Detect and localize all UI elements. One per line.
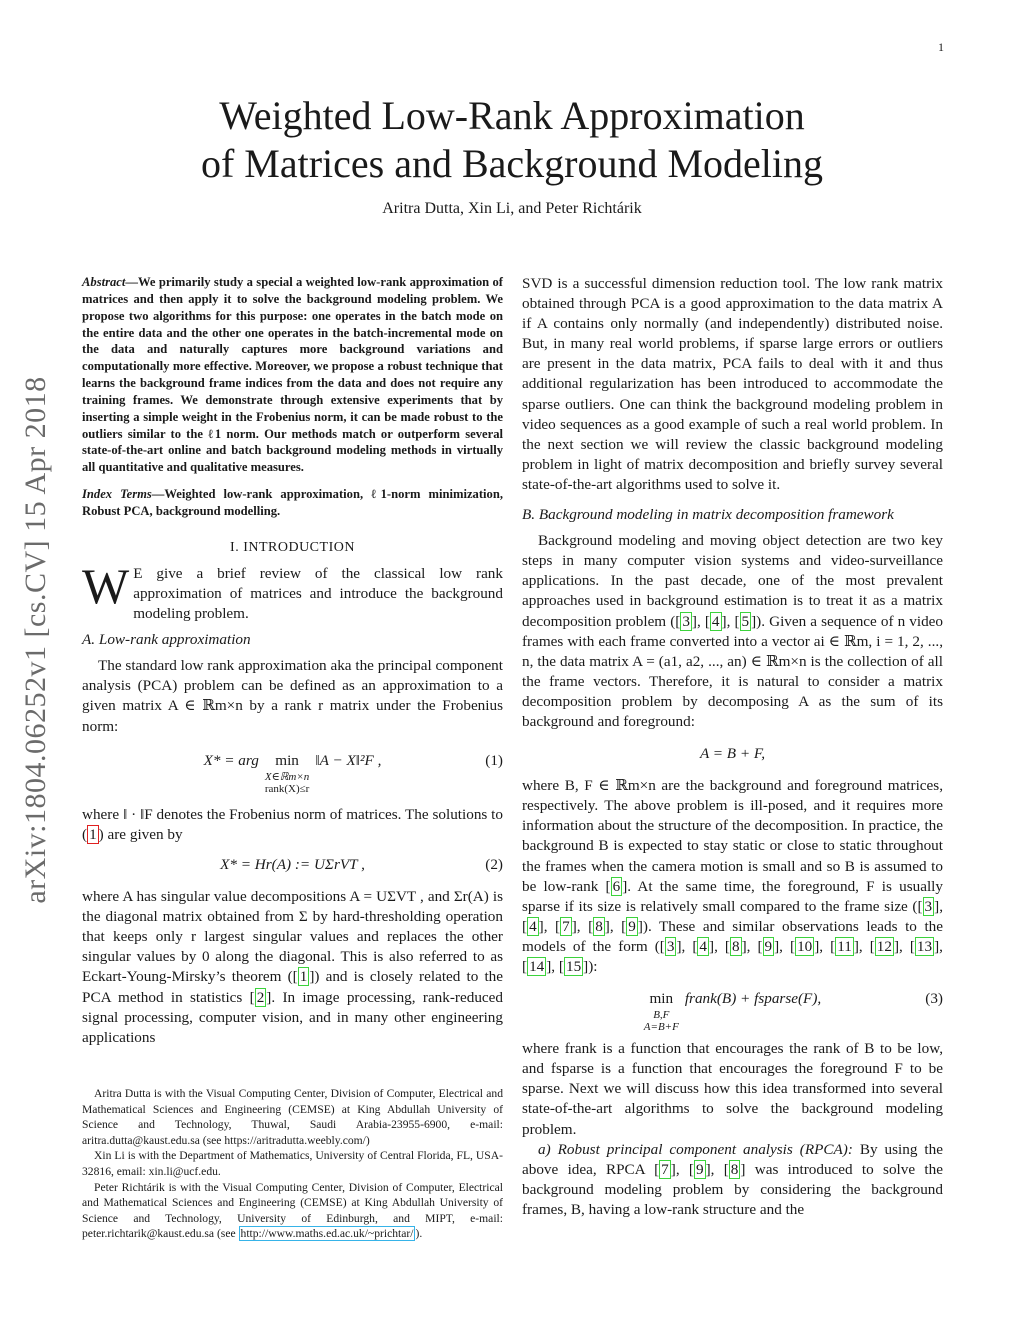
paragraph-a3-mid: ]) and is closely related to the PCA method in statistics [: [82, 968, 504, 1006]
citation-11[interactable]: 11: [837, 937, 852, 955]
eq3-number: (3): [925, 990, 943, 1008]
paragraph-a3: [82, 887, 503, 1048]
arxiv-watermark: [12, 330, 60, 950]
page-number: 1: [938, 40, 944, 54]
footnote-dutta: Aritra Dutta is with the Visual Computing Center, Division of Computer, Electrical and Mathematical Sciences and Engineering (CEMSE) at King Abdullah University of Science and Technology, Thuwal, Saudi Arabia-23955-6900, e-mail: aritra.dutta@kaust.edu.sa (see https://aritradutta.weebly.com/): [82, 1087, 503, 1147]
paragraph-a2-pre: where ‖ · ‖F denotes the Frobenius norm of matrices. The solutions to (: [82, 805, 503, 843]
abstract: [82, 274, 503, 476]
citation-8[interactable]: 8: [595, 917, 603, 935]
citation-9[interactable]: 9: [628, 917, 636, 935]
equation-2: [82, 855, 503, 875]
paragraph-a3-post: ]. In image processing, rank-reduced signal processing, computer vision, and in many other engineering applications: [82, 988, 503, 1046]
paragraph-a3-pre: where A has singular value decompositions A = UΣVT , and Σr(A) is the diagonal matrix obtained from Σ by hard-thresholding operation that keeps only r largest singular values and replaces the other singular values by 0 along the diagonal. This is also referred to as Eckart-Young-Mirsky’s theorem ([: [82, 888, 503, 986]
homepage-link[interactable]: http://www.maths.ed.ac.uk/~prichtar/: [240, 1227, 414, 1241]
eq3-under2: A=B+F: [643, 1021, 679, 1034]
citation-2[interactable]: 2: [256, 988, 265, 1006]
citation-10[interactable]: 10: [797, 937, 813, 955]
section-heading-introduction: I. INTRODUCTION: [230, 539, 355, 555]
footnote-li: Xin Li is with the Department of Mathematics, University of Central Florida, FL, USA-32816, email: xin.li@ucf.edu.: [82, 1149, 503, 1178]
subsection-heading-b: B. Background modeling in matrix decomposition framework: [522, 506, 894, 524]
paragraph-a2: [82, 805, 503, 845]
eq1-number: (1): [485, 751, 503, 769]
paragraph-b4: a) Robust principal component analysis (RPCA): By using the above idea, RPCA [ 7 ], [ 9 ], [ 8 ] was introduced to solve the background modeling problem by considering the background frames, B, having a low-rank structure and the: [522, 1140, 943, 1218]
paragraph-b4-post: ] was introduced to solve the background modeling problem by considering the background frames, B, having a low-rank structure and the: [522, 1160, 943, 1218]
eq1-lhs: X* = arg: [203, 751, 259, 769]
index-terms-text: —Weighted low-rank approximation, ℓ1-norm minimization, Robust PCA, background modelling.: [82, 487, 503, 518]
citation-8b[interactable]: 8: [731, 937, 740, 955]
citation-9c[interactable]: 9: [695, 1160, 704, 1178]
eq-af-body: A = B + F,: [699, 745, 766, 763]
paragraph-b1-pre: Background modeling and moving object detection are two key steps in many computer vision systems and video-surveillance applications. In the past decade, one of the most prevalent approaches used in background estimation is to treat it as a matrix decomposition problem ([: [522, 532, 943, 630]
intro-text: E give a brief review of the classical low rank approximation of matrices and introduce the background modeling problem.: [133, 564, 503, 623]
equation-3: [522, 989, 943, 1033]
rpca-heading: a) Robust principal component analysis (RPCA):: [538, 1140, 853, 1158]
eq1-min-block: [265, 751, 310, 795]
authors: Aritra Dutta, Xin Li, and Peter Richtárik: [382, 200, 642, 217]
abstract-lead: Abstract: [82, 275, 126, 289]
left-column: [82, 274, 503, 1048]
eq1-min: min: [275, 751, 299, 769]
equation-af: [522, 744, 943, 764]
eq3-body: frank(B) + fsparse(F),: [684, 990, 822, 1008]
citation-13[interactable]: 13: [916, 937, 933, 955]
paragraph-b2-mid2: ]). These and similar observations leads to the models of the form ([: [522, 917, 944, 955]
citation-7b[interactable]: 7: [661, 1160, 669, 1178]
eq3-min-block: [644, 989, 679, 1033]
citation-4b[interactable]: 4: [529, 917, 537, 935]
citation-7[interactable]: 7: [562, 917, 570, 935]
paragraph-b1-post: ]). Given a sequence of n video frames with each frame converted into a vector ai ∈ ℝm, i = 1, 2, ..., n, the data matrix A = (a1, a2, ..., an) ∈ ℝm×n is the collection of all the frame vectors. Therefore, it is natural to consider a matrix decomposition problem by decomposing A as the sum of its background and foreground:: [522, 612, 943, 730]
eq2-number: (2): [485, 855, 503, 873]
citation-1[interactable]: 1: [299, 968, 308, 986]
paragraph-b3: where frank is a function that encourages the rank of B to be low, and fsparse is a function that encourages the foreground F to be sparse. Next we will discuss how this idea transformed into several state-of-the-art algorithms to solve the background modeling problem.: [522, 1040, 943, 1138]
citation-8c[interactable]: 8: [730, 1160, 739, 1178]
paragraph-b2-post: ]):: [583, 958, 598, 975]
paragraph-b2-pre: where B, F ∈ ℝm×n are the background and foreground matrices, respectively. The above problem is ill-posed, and it requires more information about the structure of the decomposition. In practice, the background B is expected to stay static or close to static throughout the frames when the camera motion is small and so B is assumed to be low-rank [: [522, 777, 943, 895]
eq2-body: X* = Hr(A) := UΣrVT ,: [220, 855, 365, 873]
paragraph-a1: The standard low rank approximation aka the principal component analysis (PCA) problem can be defined as an approximation to a given matrix A ∈ ℝm×n by a rank r matrix under the Frobenius norm:: [82, 657, 503, 735]
paragraph-b4-pre: By using the above idea, RPCA [: [522, 1140, 943, 1178]
paragraph-b2: where B, F ∈ ℝm×n are the background and foreground matrices, respectively. The above problem is ill-posed, and it requires more information about the structure of the decomposition. In practice, the background B is expected to stay static or close to static throughout the frames when the camera motion is small and so B is assumed to be low-rank [ 6 ]. At the same time, the foreground, F is usually sparse if its size is relatively small compared to the frame size ([ 3 ], [ 4 ], [ 7 ], [ 8 ], [ 9 ]). These and similar observations leads to the models of the form ([ 3 ], [ 4 ], [ 8 ], [ 9 ], [ 10 ], [ 11 ], [ 12 ], [ 13 ], [ 14 ], [ 15 ]):: [522, 777, 944, 975]
paragraph-b1: Background modeling and moving object detection are two key steps in many computer vision systems and video-surveillance applications. In the past decade, one of the most prevalent approaches used in background estimation is to treat it as a matrix decomposition problem ([ 3 ], [ 4 ], [ 5 ]). Given a sequence of n video frames with each frame converted into a vector ai ∈ ℝm, i = 1, 2, ..., n, the data matrix A = (a1, a2, ..., an) ∈ ℝm×n is the collection of all the frame vectors. Therefore, it is natural to consider a matrix decomposition problem by decomposing A as the sum of its background and foreground:: [522, 532, 943, 730]
footnote-richtarik-pre: Peter Richtárik is with the Visual Computing Center, Division of Computer, Electrical and Mathematical Sciences and Engineering (CEMSE) at King Abdullah University of Science and Technology, University of Edinburgh, and MIPT, e-mail: peter.richtarik@kaust.edu.sa (see: [82, 1180, 503, 1241]
citation-9b[interactable]: 9: [764, 937, 773, 955]
eq1-under1: X∈ℝm×n: [264, 770, 310, 783]
index-terms-lead: Index Terms: [82, 487, 152, 502]
paper-title-line1: Weighted Low-Rank Approximation: [219, 93, 805, 138]
dropcap: W: [82, 557, 130, 614]
citation-6[interactable]: 6: [612, 877, 621, 895]
citation-12[interactable]: 12: [876, 937, 892, 955]
equation-1: [82, 751, 503, 795]
citation-4[interactable]: 4: [711, 612, 720, 630]
footnote-richtarik-post: ).: [415, 1227, 423, 1241]
paragraph-r1: SVD is a successful dimension reduction tool. The low rank matrix obtained through PCA is a good approximation to the data matrix A if A contains only normally (and independently) distributed noise. But, in many real world problems, if sparse large errors or outliers are present in the data matrix, PCA fails to deal with it and thus additional regularization has been introduced to accommodate the sparse outliers. One can think the background modeling problem in video sequences as a good example of such a real world problem. In the next section we will review the classic background modeling problem in light of matrix decomposition and briefly survey several state-of-the-art algorithms used to solve it.: [522, 275, 943, 493]
right-column: [522, 274, 943, 1220]
eq3-under1: B,F: [653, 1009, 670, 1022]
citation-5[interactable]: 5: [741, 612, 750, 630]
citation-3c[interactable]: 3: [666, 937, 675, 955]
subsection-heading-a: A. Low-rank approximation: [82, 631, 251, 649]
footnote-richtarik: [82, 1180, 503, 1242]
equation-ref-1[interactable]: 1: [89, 825, 97, 843]
citation-14[interactable]: 14: [529, 958, 545, 975]
arxiv-id: arXiv:1804.06252v1 [cs.CV] 15 Apr 2018: [19, 376, 52, 904]
abstract-text: —We primarily study a special a weighted low-rank approximation of matrices and then apply it to solve the background modeling problem. We propose two algorithms for this purpose: one operates in the batch mode on the entire data and the other one operates in the batch-incremental mode on the data and naturally captures more background variations and computationally more effective. Moreover, we propose a robust technique that learns the background frame indices from the data and does not require any training frames. We demonstrate through extensive experiments that by inserting a simple weight in the Frobenius norm, it can be made robust to the outliers similar to the ℓ1 norm. Our methods match or outperform several state-of-the-art online and batch background modeling methods in virtually all quantitative and qualitative measures.: [82, 275, 503, 475]
paper-title-line2: of Matrices and Background Modeling: [200, 141, 824, 186]
citation-4c[interactable]: 4: [699, 937, 708, 955]
paragraph-b2-mid: ]. At the same time, the foreground, F is usually sparse if its size is relatively small compared to the frame size ([: [522, 877, 943, 915]
intro-paragraph: [82, 557, 503, 624]
citation-15[interactable]: 15: [565, 958, 582, 975]
eq3-min: min: [649, 990, 674, 1008]
citation-3b[interactable]: 3: [924, 897, 933, 915]
citation-3[interactable]: 3: [682, 612, 690, 630]
eq1-body: ‖A − X‖²F ,: [315, 751, 382, 769]
index-terms: [82, 486, 503, 520]
paragraph-a2-post: ) are given by: [98, 825, 183, 843]
eq1-under2: rank(X)≤r: [264, 782, 310, 795]
footnotes: [82, 1086, 503, 1242]
